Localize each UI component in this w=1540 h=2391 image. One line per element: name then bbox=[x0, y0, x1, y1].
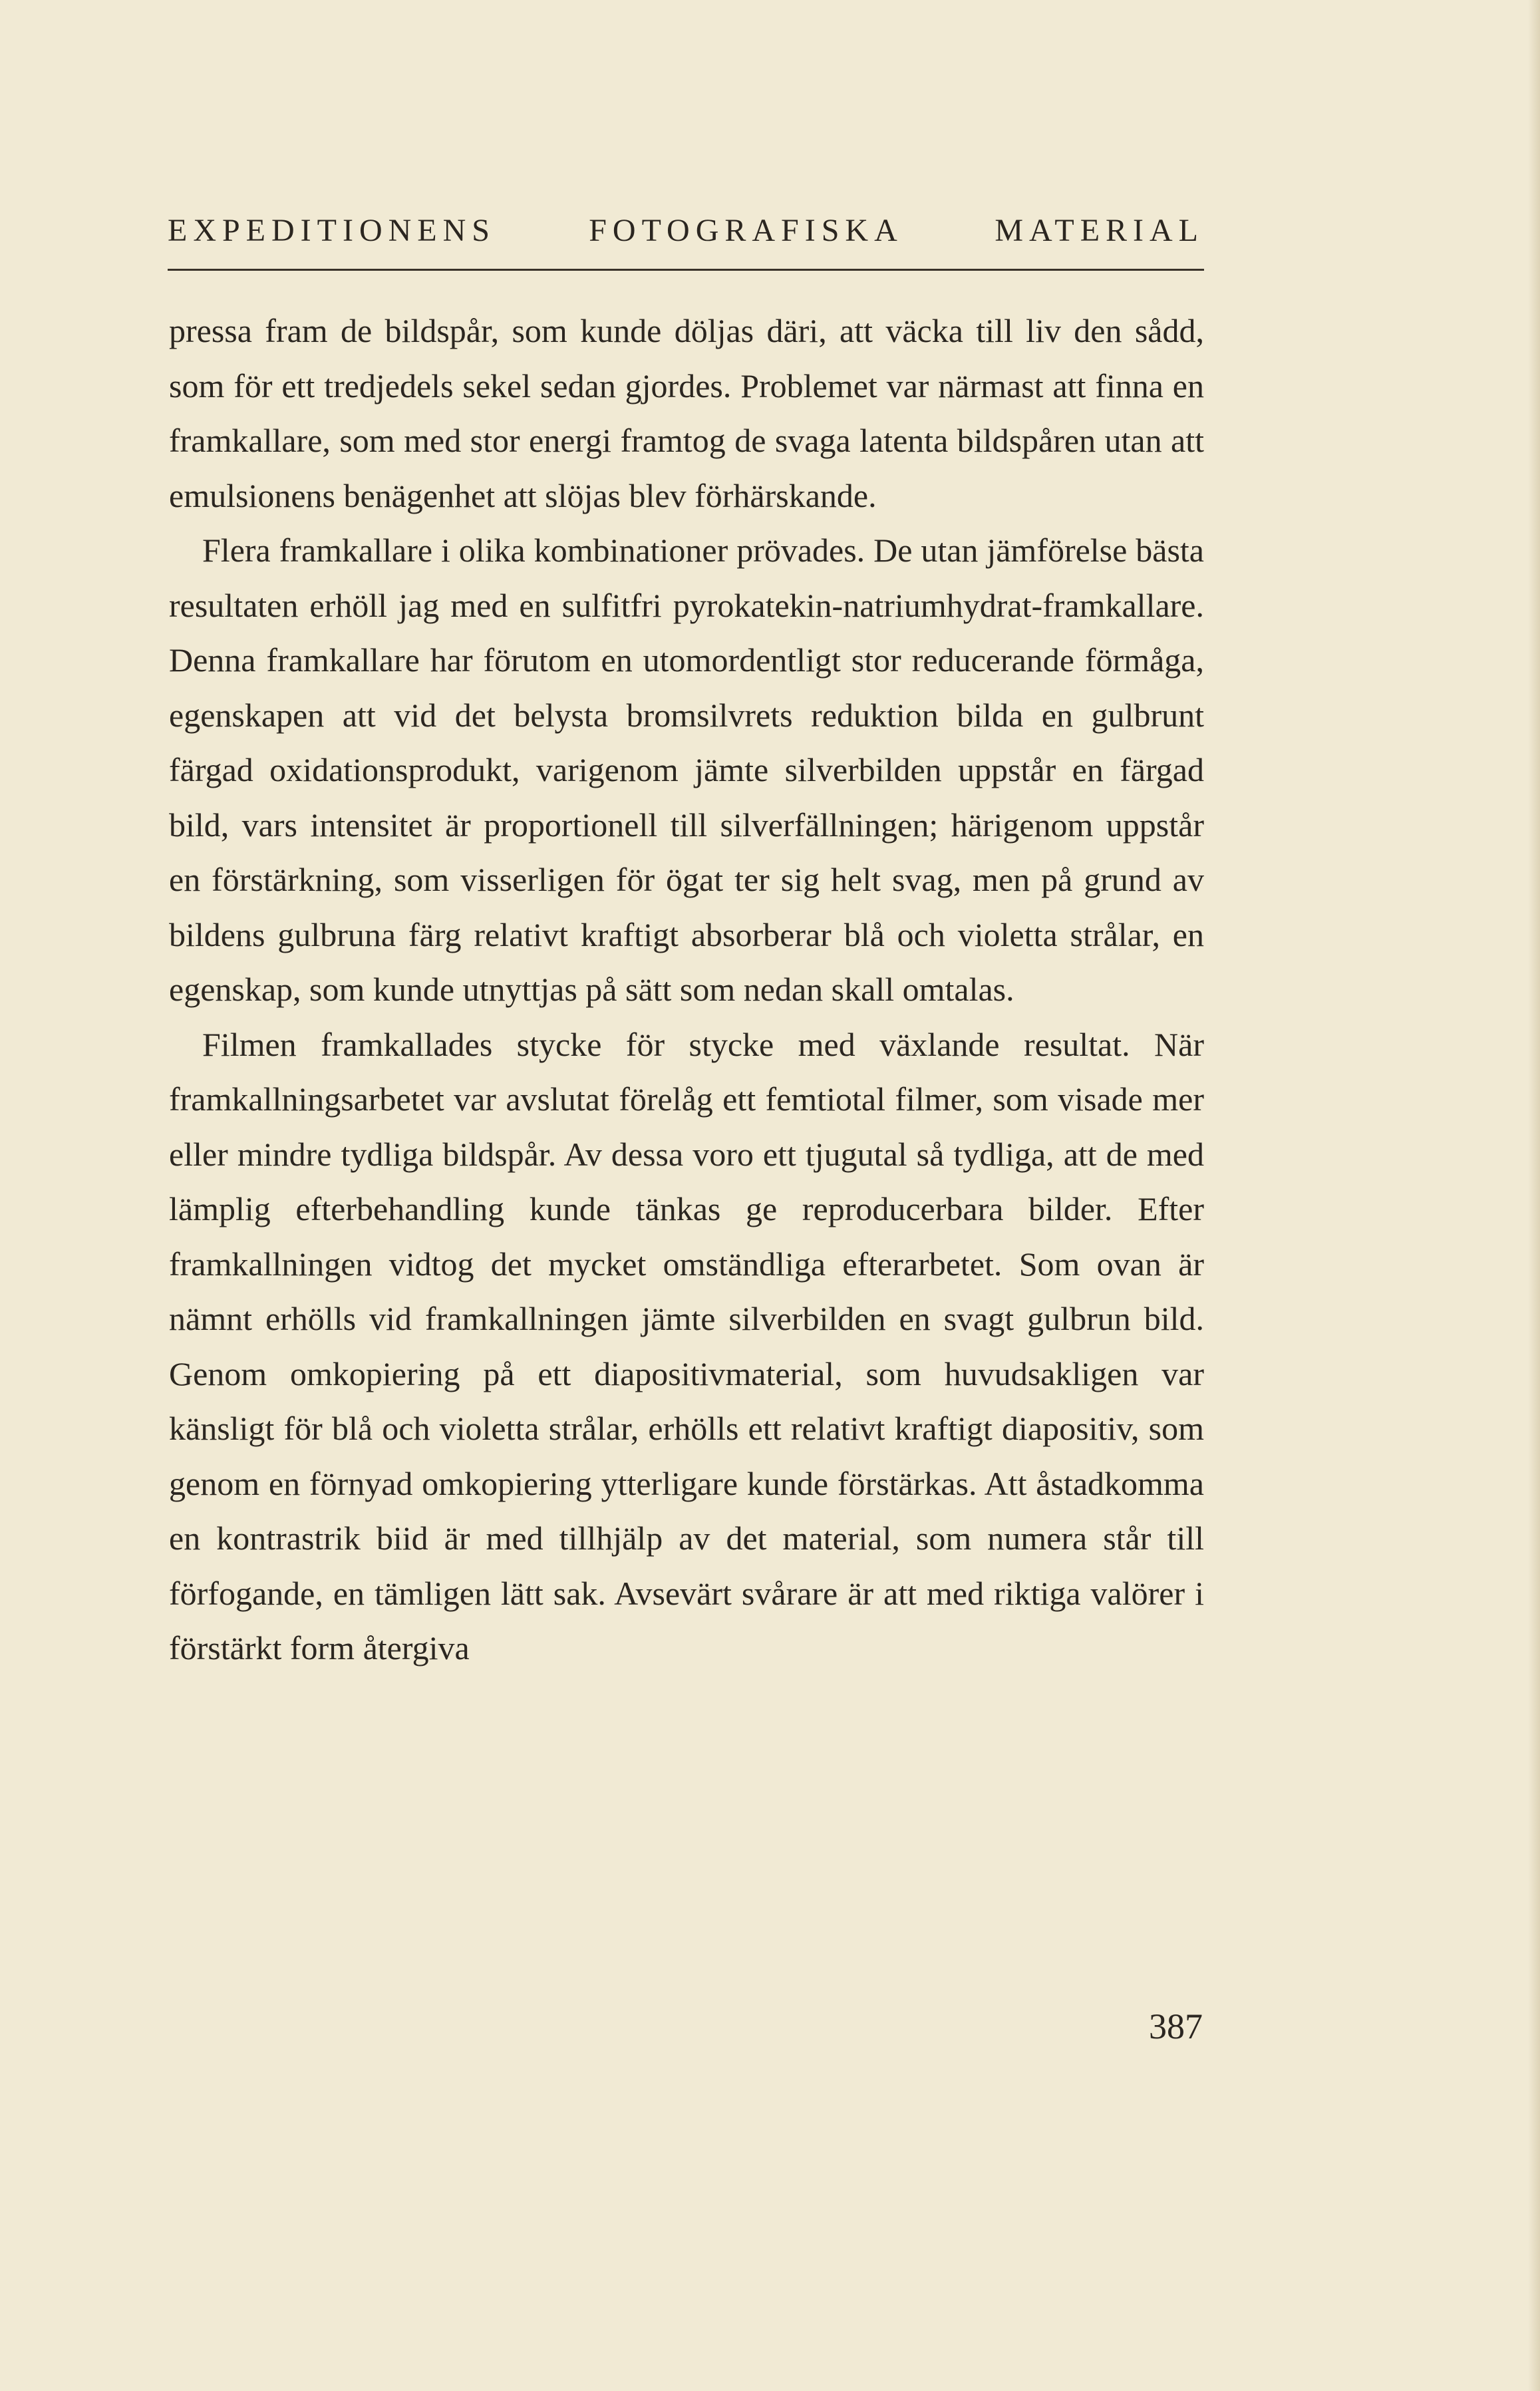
paragraph: pressa fram de bildspår, som kunde döljas däri, att väcka till liv den sådd, som för ett tredjedels sekel sedan gjordes. Problemet var närmast att finna en framkallare, som med stor energi framtog de svaga latenta bildspåren utan att emulsionens benägenhet att slöjas blev förhärskande. bbox=[169, 312, 1204, 514]
paragraph: Filmen framkallades stycke för stycke med växlande resultat. När framkallningsarbetet var avslutat förelåg ett femtiotal filmer, som visade mer eller mindre tydliga bildspår. Av dessa voro ett tjugutal så tydliga, att de med lämplig efterbehandling kunde tänkas ge reproducerbara bilder. Efter framkallningen vidtog det mycket omständliga efterarbetet. Som ovan är nämnt erhölls vid framkallningen jämte silverbilden en svagt gulbrun bild. Genom omkopiering på ett diapositivmaterial, som huvudsakligen var känsligt för blå och violetta strålar, erhölls ett relativt kraftigt diapositiv, som genom en förnyad omkopiering ytterligare kunde förstärkas. Att åstadkomma en kontrastrik biid är med tillhjälp av det material, som numera står till förfogande, en tämligen lätt sak. Avsevärt svårare är att med riktiga valörer i förstärkt form återgiva bbox=[169, 1025, 1204, 1667]
page-number: 387 bbox=[1149, 2006, 1203, 2046]
body-text bbox=[169, 303, 1204, 1676]
paragraph: Flera framkallare i olika kombinationer prövades. De utan jämförelse bästa resultaten erhöll jag med en sulfitfri pyrokatekin-natriumhydrat-framkallare. Denna framkallare har förutom en utomordentligt stor reducerande förmåga, egenskapen att vid det belysta bromsilvrets reduktion bilda en gulbrunt färgad oxidationsprodukt, varigenom jämte silverbilden uppstår en färgad bild, vars intensitet är proportionell till silverfällningen; härigenom uppstår en förstärkning, som visserligen för ögat ter sig helt svag, men på grund av bildens gulbruna färg relativt kraftigt absorberar blå och violetta strålar, en egenskap, som kunde utnyttjas på sätt som nedan skall omtalas. bbox=[169, 532, 1204, 1008]
header-rule bbox=[168, 269, 1204, 271]
running-header: EXPEDITIONENS FOTOGRAFISKA MATERIAL bbox=[168, 213, 1204, 248]
